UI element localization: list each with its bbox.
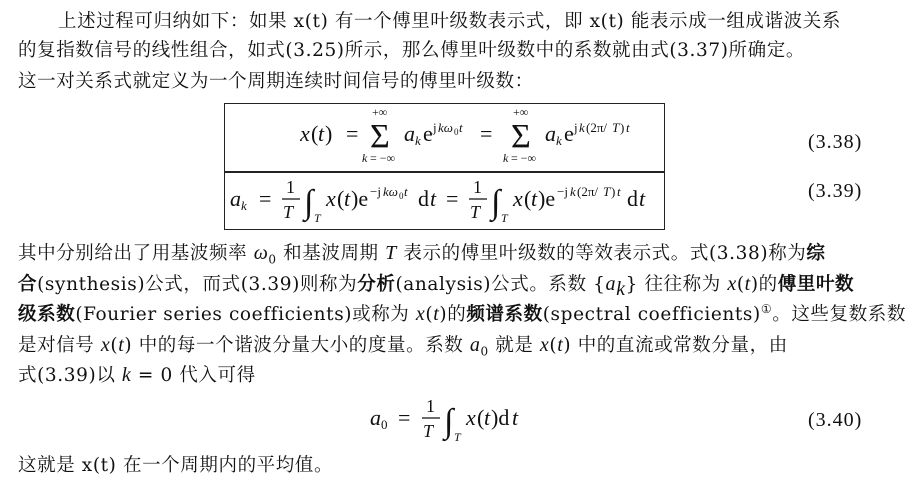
svg-text:(2π/: (2π/ [577,184,599,199]
svg-text:T: T [612,120,620,135]
svg-text:j: j [574,120,578,135]
p2-l2-bold: 合 [18,274,38,295]
equation-3-40-svg [368,393,528,447]
paragraph-1-line-2: 的复指数信号的线性组合，如式(3.25)所示，那么傅里叶级数中的系数就由式(3.37)所确定。 [18,40,805,61]
closing-line: 这就是 x(t) 在一个周期内的平均值。 [18,455,334,476]
svg-text:(: ( [477,405,485,430]
paragraph-2-line-3: 级系数(Fourier series coefficients)或称为 x(t)的频谱系数(spectral coefficients)①。这些复数系数 [18,301,906,325]
footnote-marker[interactable]: ① [760,301,773,316]
svg-text:d: d [627,186,638,211]
p2-l4-text-d: 中的直流或常数分量，由 [577,335,788,356]
p2-l3-text-d: 。这些复数系数 [772,304,906,325]
p2-l4-text-b: 中的每一个谐波分量大小的度量。系数 [138,335,464,356]
svg-text:∫: ∫ [304,184,314,221]
p2-l2-bold-2: 分析 [357,274,396,295]
p2-l2-bold-3: 傅里叶数 [777,274,855,295]
paragraph-2-line-5: 式(3.39)以 k = 0 代入可得 [18,364,256,386]
svg-text:a: a [230,186,241,211]
paragraph-1-line-3: 这一对关系式就定义为一个周期连续时间信号的傅里叶级数： [18,71,534,92]
p2-l3-text-b: 的 [447,304,467,325]
svg-text:t: t [459,120,463,135]
p2-l2-text-c: 往往称为 [644,274,721,295]
p2-l4-text-a: 是对信号 [18,335,95,356]
p2-l1-text-a: 其中分别给出了用基波频率 [18,243,248,264]
svg-text:t: t [344,186,351,211]
svg-text:e: e [423,121,433,146]
svg-text:0: 0 [381,417,388,432]
svg-text:1: 1 [286,177,295,197]
svg-text:x: x [300,121,310,146]
svg-text:T: T [283,202,294,222]
svg-text:e: e [564,121,574,146]
svg-text:k: k [503,151,509,165]
paragraph-2-line-1: 其中分别给出了用基波频率 $\omega_0$ 和基波周期 T 表示的傅里叶级数的等效表示式。式(3.38)称为综 [18,242,826,267]
svg-text:j: j [433,120,437,135]
p2-l3-text-a: (Fourier series coefficients)或称为 [75,304,410,325]
svg-text:= −∞: = −∞ [511,151,537,165]
svg-text:k: k [579,120,585,135]
svg-text:T: T [603,184,611,199]
svg-text:): ) [325,121,333,146]
svg-text:t: t [531,186,538,211]
svg-text:x: x [466,405,476,430]
svg-text:T: T [314,211,321,225]
svg-text:=: = [480,121,493,146]
svg-text:d: d [418,186,429,211]
p2-l4-text-c: 就是 [495,335,534,356]
paragraph-1-line-1: 上述过程可归纳如下：如果 x(t) 有一个傅里叶级数表示式，即 x(t) 能表示成一组成谐波关系 [58,11,841,32]
svg-text:T: T [470,202,481,222]
svg-text:t: t [639,186,646,211]
p2-l5-text-b: 代入可得 [179,365,256,386]
p2-l2-text-a: (synthesis)公式，而式(3.39)则称为 [37,274,358,295]
equation-3-40-number: (3.40) [808,409,863,431]
svg-text:k: k [415,133,421,148]
svg-text:t: t [430,186,437,211]
svg-text:0: 0 [454,127,459,137]
svg-text:Σ: Σ [511,118,531,155]
svg-text:t: t [617,184,621,199]
svg-text:=: = [346,121,359,146]
svg-text:)e: )e [351,186,369,211]
p2-l2-text-b: (analysis)公式。系数 [395,274,587,295]
paragraph-2-line-2: 合(synthesis)公式，而式(3.39)则称为分析(analysis)公式。系数 $\{a_k\}$ 往往称为 x(t)的傅里叶数 [18,273,855,300]
paragraph-2-line-4: 是对信号 x(t) 中的每一个谐波分量大小的度量。系数 $a_0$ 就是 x(t) 中的直流或常数分量，由 [18,334,788,359]
svg-text:x: x [326,186,336,211]
svg-text:(: ( [524,186,532,211]
svg-text:−j: −j [557,184,568,199]
svg-text:k: k [362,151,368,165]
svg-text:a: a [370,405,381,430]
svg-text:0: 0 [399,191,404,201]
svg-text:T: T [501,211,508,225]
svg-text:+∞: +∞ [513,105,529,119]
svg-text:t: t [626,120,630,135]
svg-text:= −∞: = −∞ [370,151,396,165]
p2-l3-bold-2: 频谱系数 [466,304,543,325]
svg-text:a: a [404,121,415,146]
p2-l3-bold: 级系数 [18,304,76,325]
equation-3-38-svg [300,104,660,166]
svg-text:1: 1 [473,177,482,197]
svg-text:): ) [611,184,616,199]
p2-l1-bold: 综 [806,243,826,264]
equation-3-40 [368,393,528,447]
svg-text:(: ( [311,121,319,146]
svg-text:−j: −j [370,184,381,199]
svg-text:t: t [404,184,408,199]
svg-text:kω: kω [438,120,453,135]
svg-text:): ) [620,120,625,135]
svg-text:(: ( [337,186,345,211]
equation-3-39-number: (3.39) [808,180,863,202]
p2-l1-text-b: 和基波周期 [283,243,379,264]
svg-text:(2π/: (2π/ [586,120,608,135]
svg-text:=: = [259,186,272,211]
p2-l5-text-a: 式(3.39)以 [18,365,116,386]
svg-text:t: t [318,121,325,146]
svg-text:)e: )e [538,186,556,211]
equation-3-38-number: (3.38) [808,131,863,153]
svg-text:kω: kω [383,184,398,199]
equation-3-39 [228,173,660,227]
svg-text:a: a [545,121,556,146]
svg-text:)d: )d [491,405,510,430]
svg-text:t: t [512,405,519,430]
equation-3-39-svg [228,173,660,227]
svg-text:Σ: Σ [370,118,390,155]
svg-text:=: = [446,186,459,211]
svg-text:x: x [513,186,523,211]
svg-text:k: k [570,184,576,199]
p2-l3-text-c: (spectral coefficients) [542,304,761,325]
svg-text:∫: ∫ [491,184,501,221]
svg-text:+∞: +∞ [372,105,388,119]
p2-l2-text-d: 的 [758,274,778,295]
equation-3-38 [300,104,660,166]
svg-text:k: k [556,133,562,148]
p2-l1-text-c: 表示的傅里叶级数的等效表示式。式(3.38)称为 [403,243,807,264]
svg-text:∫: ∫ [444,403,454,440]
svg-text:k: k [241,198,247,213]
svg-text:1: 1 [426,396,435,416]
svg-text:T: T [454,430,461,444]
svg-text:T: T [423,421,434,441]
svg-text:=: = [398,405,411,430]
svg-text:t: t [484,405,491,430]
